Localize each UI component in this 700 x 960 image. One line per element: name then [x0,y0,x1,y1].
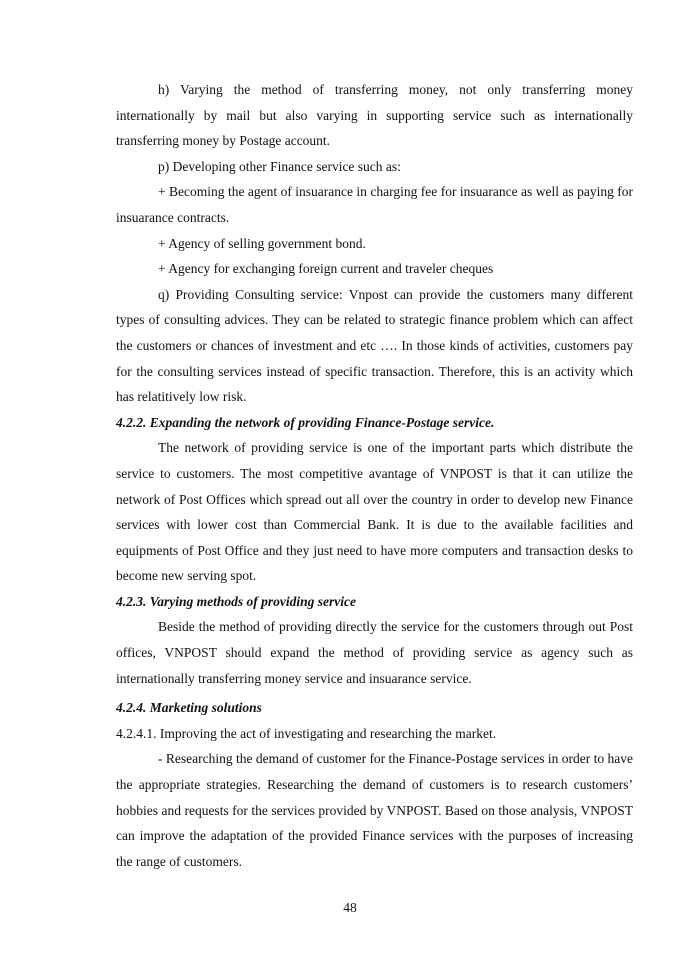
subheading-4-2-4-1: 4.2.4.1. Improving the act of investigating and researching the market. [116,725,497,741]
bullet-bond: + Agency of selling government bond. [158,235,366,251]
paragraph-4-2-2-body: The network of providing service is one of the important parts which distribute the service to customers. The most competitive avantage of VNPOST is that it can utilize the network of Post Offices which spread out all over the country in order to develop new Finance services with lower cost than Commercial Bank. It is due to the available facilities and equipments of Post Office and they just need to have more computers and transaction desks to become new serving spot. [116,440,633,584]
paragraph-p-developing: p) Developing other Finance service such as: [158,158,401,174]
heading-4-2-4: 4.2.4. Marketing solutions [116,700,262,716]
page-number: 48 [343,900,357,915]
heading-4-2-3: 4.2.3. Varying methods of providing service [116,593,356,609]
heading-4-2-2: 4.2.2. Expanding the network of providing Finance-Postage service. [116,414,495,430]
document-page [116,77,633,874]
paragraph-4-2-3-body: Beside the method of providing directly the service for the customers through out Post offices, VNPOST should expand the method of providing service as agency such as internationally transferring money service and insuarance service. [116,619,633,686]
paragraph-4-2-4-body: - Researching the demand of customer for the Finance-Postage services in order to have the appropriate strategies. Researching the demand of customers is to research customers’ hobbies and requests for the services provided by VNPOST. Based on those analysis, VNPOST can improve the adaptation of the provided Finance services with the purposes of increasing the range of customers. [116,751,633,869]
bullet-insurance: + Becoming the agent of insuarance in charging fee for insuarance as well as paying for insuarance contracts. [116,184,633,225]
paragraph-q-consulting: q) Providing Consulting service: Vnpost can provide the customers many different types of consulting advices. They can be related to strategic finance problem which can affect the customers or chances of investment and etc …. In those kinds of activities, customers pay for the consulting services instead of specific transaction. Therefore, this is an activity which has relatitively low risk. [116,286,633,405]
paragraph-h-varying: h) Varying the method of transferring money, not only transferring money internationally by mail but also varying in supporting service such as internationally transferring money by Postage account. [116,82,633,149]
bullet-exchange: + Agency for exchanging foreign current and traveler cheques [158,261,494,277]
